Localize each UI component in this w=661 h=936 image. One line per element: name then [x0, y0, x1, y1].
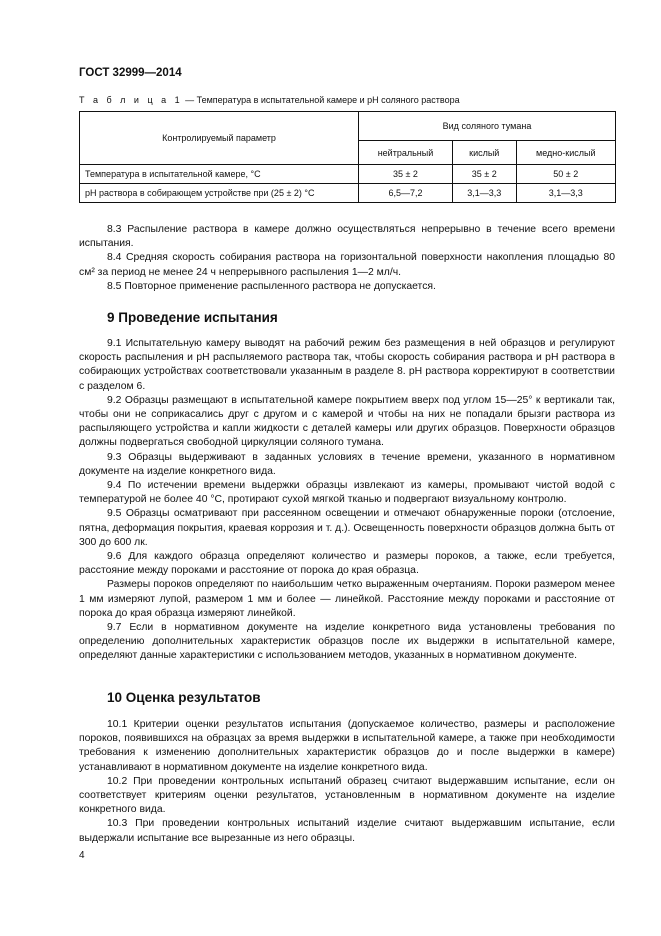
paragraph-10-1: 10.1 Критерии оценки результатов испытания (допускаемое количество, размеры и расположение пороков, появившихся на образцах за время выдержки в испытательной камере, а также при необходимости требования к изменению дополнительных характеристик образцов до и после выдержки в камере) устанавливают в нормативном документе на изделие конкретного вида.: [79, 719, 615, 773]
paragraph-9-5: 9.5 Образцы осматривают при рассеянном освещении и отмечают обнаруженные пороки (отслоение, пятна, деформация покрытия, краевая коррозия и т. д.). Освещенность поверхности образцов должна быть от 300 до 600 лк.: [79, 508, 615, 548]
table-cell: 50 ± 2: [516, 165, 615, 184]
document-header: ГОСТ 32999—2014: [79, 67, 182, 79]
paragraph-8-4: 8.4 Средняя скорость собирания раствора на горизонтальной поверхности накопления площадью 80 см² за период не менее 24 ч непрерывного распыления 1—2 мл/ч.: [79, 252, 615, 278]
paragraph-9-6: 9.6 Для каждого образца определяют количество и размеры пороков, а также, если требуется, расстояние между пороками и расстояние от порока до края образца.: [79, 551, 615, 577]
page-number: 4: [79, 850, 85, 861]
table-header-group: Вид соляного тумана: [359, 112, 616, 141]
table-col-acid: кислый: [452, 141, 516, 165]
section-8-continuation: [79, 223, 615, 294]
table-caption: [79, 95, 460, 105]
paragraph-10-3: 10.3 При проведении контрольных испытаний изделие считают выдержавшим испытание, если выдержали испытание все вырезанные из него образцы.: [79, 818, 615, 844]
table-cell: 35 ± 2: [452, 165, 516, 184]
paragraph-9-1: 9.1 Испытательную камеру выводят на рабочий режим без размещения в ней образцов и регулируют скорость распыления и pH распыляемого раствора так, чтобы скорость собирания раствора и pH раствора в собирающих устройствах соответствовали указанным в разделе 8. pH раствора корректируют в соответствии с разделом 6.: [79, 338, 615, 392]
table-cell: 3,1—3,3: [452, 184, 516, 203]
table-cell: 6,5—7,2: [359, 184, 453, 203]
paragraph-9-7: 9.7 Если в нормативном документе на изделие конкретного вида установлены требования по определению дополнительных характеристик образцов после их выдержки в испытательной камере, определяют данные характеристики с использованием методов, указанных в нормативном документе.: [79, 622, 615, 662]
parameters-table: [79, 111, 616, 203]
table-caption-prefix: Т а б л и ц а 1: [79, 95, 183, 105]
table-header-param: Контролируемый параметр: [80, 112, 359, 165]
section-10-body: [79, 718, 615, 846]
paragraph-9-3: 9.3 Образцы выдерживают в заданных условиях в течение времени, указанного в нормативном документе на изделие конкретного вида.: [79, 451, 615, 477]
table-row-label: pH раствора в собирающем устройстве при (25 ± 2) °С: [80, 184, 359, 203]
paragraph-9-6-sizes: Размеры пороков определяют по наибольшим четко выраженным очертаниям. Пороки размером менее 1 мм измеряют лупой, размером 1 мм и более — линейкой. Расстояние между пороками и расстояние от порока до края образца измеряют линейкой.: [79, 579, 615, 619]
table-row: [80, 184, 616, 203]
paragraph-9-4: 9.4 По истечении времени выдержки образцы извлекают из камеры, промывают чистой водой с температурой не более 40 °С, протирают сухой мягкой тканью и подвергают визуальному контролю.: [79, 480, 615, 506]
table-caption-text: — Температура в испытательной камере и pH соляного раствора: [182, 95, 460, 105]
table-cell: 35 ± 2: [359, 165, 453, 184]
paragraph-9-2: 9.2 Образцы размещают в испытательной камере покрытием вверх под углом 15—25° к вертикали так, чтобы они не соприкасались друг с другом и с камерой и чтобы на них не попадали брызги раствора из распыляющего устройства и капли жидкости с деталей камеры или других образцов. Поверхности образцов должны подвергаться свободной циркуляции соляного тумана.: [79, 394, 615, 449]
paragraph-8-5: 8.5 Повторное применение распыленного раствора не допускается.: [107, 280, 436, 292]
section-10-title: 10 Оценка результатов: [107, 690, 261, 705]
table-col-copper-acid: медно-кислый: [516, 141, 615, 165]
table-row-label: Температура в испытательной камере, °С: [80, 165, 359, 184]
section-9-body: [79, 337, 615, 664]
table-cell: 3,1—3,3: [516, 184, 615, 203]
paragraph-8-3: 8.3 Распыление раствора в камере должно осуществляться непрерывно в течение всего времени испытания.: [79, 224, 615, 250]
paragraph-10-2: 10.2 При проведении контрольных испытаний образец считают выдержавшим испытание, если он соответствует критериям оценки результатов, установленным в нормативном документе на изделие конкретного вида.: [79, 775, 615, 816]
section-9-title: 9 Проведение испытания: [107, 310, 278, 325]
table-col-neutral: нейтральный: [359, 141, 453, 165]
table-row: [80, 165, 616, 184]
